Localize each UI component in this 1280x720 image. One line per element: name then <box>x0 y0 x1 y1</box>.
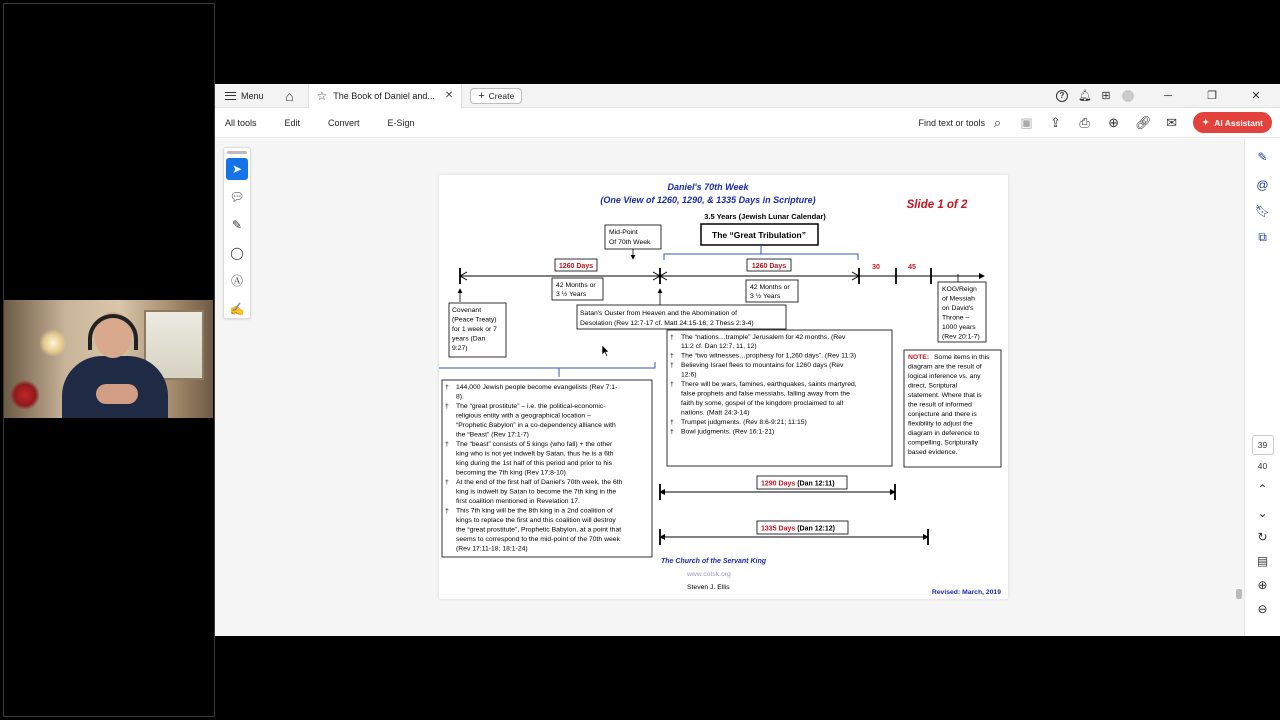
bell-icon[interactable]: 🔔︎ <box>1078 89 1092 102</box>
bookmark-icon[interactable]: 🔖︎ <box>1254 204 1271 218</box>
headset <box>88 314 138 350</box>
menu-button[interactable] <box>225 91 264 101</box>
dagger-icon: † <box>670 381 674 388</box>
document-workspace <box>215 139 1280 636</box>
menu-convert[interactable]: Convert <box>328 117 360 128</box>
left-item-3-line-2: king who is not yet indwelt by Satan, thus he is a 6th <box>456 450 614 458</box>
mouse-cursor-icon <box>602 345 610 357</box>
note-line-7: conjecture and there is <box>908 411 977 418</box>
second-half-events-box <box>667 330 892 466</box>
right-item-4-line-1: There will be wars, famines, earthquakes, saints martyred, <box>681 381 857 388</box>
left-item-5-line-3: the “great prostitute”, Prophetic Babylon, at a point that <box>456 526 622 534</box>
pages-icon[interactable]: ⧉ <box>1258 230 1267 244</box>
dagger-icon: † <box>670 334 674 341</box>
midpoint-line-1: Mid-Point <box>609 229 638 236</box>
dagger-icon: † <box>445 441 449 448</box>
document-tab-title: The Book of Daniel and... <box>333 90 435 101</box>
left-item-4-line-2: king is indwelt by Satan to become the 7th king in the <box>456 488 617 496</box>
menu-label: Menu <box>241 90 264 101</box>
title-bar-right <box>1056 89 1266 102</box>
right-item-3-line-2: 12:6) <box>681 371 697 379</box>
pdf-page <box>439 175 1008 599</box>
ai-assistant-button[interactable] <box>1193 112 1272 133</box>
comment-icon[interactable]: 💬︎ <box>229 190 245 204</box>
satan-line-2: Desolation (Rev 12:7-17 cf. Matt 24:15-16; 2 Thess 2:3-4) <box>580 320 754 327</box>
zoom-out-icon[interactable]: ⊖ <box>1257 602 1268 616</box>
pdf-viewer-window <box>215 84 1280 636</box>
right-item-3-line-1: Believing Israel flees to mountains for 1260 days (Rev <box>681 362 844 369</box>
right-tool-rail <box>1244 139 1280 636</box>
kog-line-1: KOG/Reign <box>942 286 977 293</box>
covenant-line-2: (Peace Treaty) <box>452 316 497 324</box>
create-button[interactable] <box>470 88 522 104</box>
years-label: 3.5 Years (Jewish Lunar Calendar) <box>704 212 826 221</box>
first-half-bracket <box>439 362 655 368</box>
note-label: NOTE: <box>908 354 930 361</box>
midpoint-line-2: Of 70th Week <box>609 239 651 246</box>
dagger-icon: † <box>670 428 674 436</box>
left-item-4-line-1: At the end of the first half of Daniel's 70th week, the 6th <box>456 479 623 486</box>
left-item-2-line-1: The “great prostitute” – i.e. the political-economic- <box>456 403 606 410</box>
menu-esign[interactable]: E-Sign <box>387 117 415 128</box>
right-item-1-line-1: The “nations…trample” Jerusalem for 42 months. (Rev <box>681 334 846 341</box>
months-right-line-2: 3 ½ Years <box>750 293 781 300</box>
satan-line-1: Satan's Ouster from Heaven and the Abomination of <box>580 310 737 317</box>
attach-icon[interactable]: @ <box>1256 178 1269 192</box>
note-line-2: diagram are the result of <box>908 363 982 371</box>
website-link[interactable]: www.cotsk.org <box>687 571 731 578</box>
title-bar <box>215 84 1280 108</box>
presenter-hands <box>96 384 138 404</box>
dagger-icon: † <box>445 403 449 410</box>
note-line-1: Some items in this <box>934 354 990 361</box>
left-item-3-line-3: king during the 1st half of this period and prior to his <box>456 460 613 467</box>
home-icon[interactable]: ⌂ <box>285 87 294 104</box>
dagger-icon: † <box>445 384 449 391</box>
note-line-5: statement. Where that is <box>908 392 982 399</box>
span-1290-label <box>761 481 835 488</box>
left-item-1-line-2: 8). <box>456 393 464 401</box>
revised-date: Revised: March, 2019 <box>931 589 1001 596</box>
page-fit-icon[interactable]: ▤ <box>1256 554 1269 568</box>
vertical-scrollbar[interactable] <box>1236 145 1242 630</box>
kog-line-4: Throne – <box>942 314 970 322</box>
days-left-label: 1260 Days <box>558 263 594 270</box>
hamburger-icon <box>225 92 236 100</box>
left-item-2-line-4: the “Beast” (Rev 17:1-7) <box>456 431 529 439</box>
right-item-5-line-1: Trumpet judgments. (Rev 8:6-9:21; 11:15) <box>681 419 807 426</box>
close-tab-icon[interactable]: ✕ <box>444 90 454 101</box>
note-line-4: direct, Scriptural <box>908 382 958 390</box>
find-label: Find text or tools <box>918 117 986 128</box>
note-line-11: based evidence. <box>908 449 958 456</box>
months-left-line-2: 3 ½ Years <box>556 291 587 298</box>
chevron-down-icon[interactable]: ⌄ <box>1257 506 1268 520</box>
months-right-line-1: 42 Months or <box>750 284 790 291</box>
sign-icon[interactable]: ✍ <box>229 302 245 316</box>
ai-label: AI Assistant <box>1214 117 1263 128</box>
flowers <box>10 380 40 410</box>
span-1335-label <box>761 526 835 533</box>
days-right-label: 1260 Days <box>751 263 787 270</box>
kog-line-5: 1000 years <box>942 324 976 331</box>
minimize-icon[interactable]: ─ <box>1164 89 1172 102</box>
kog-line-6: (Rev 20:1-7) <box>942 333 980 341</box>
pen-icon[interactable]: ✎ <box>231 218 243 232</box>
days-1335-text: 1335 Days <box>761 525 796 533</box>
slide-subtitle: (One View of 1260, 1290, & 1335 Days in Scripture) <box>600 195 816 205</box>
note-line-6: the result of informed <box>908 401 972 409</box>
document-tab[interactable] <box>308 84 463 108</box>
note-line-9: diagram in deference to <box>908 430 980 437</box>
share-icon[interactable]: ⊕ <box>1108 115 1120 130</box>
plus-icon: + <box>478 89 485 102</box>
church-name: The Church of the Servant King <box>661 558 767 565</box>
dagger-icon: † <box>445 507 449 515</box>
save-icon[interactable]: ▣ <box>1020 115 1033 130</box>
days-1290-text: 1290 Days <box>761 480 796 488</box>
dagger-icon: † <box>670 419 674 426</box>
lasso-icon[interactable]: ◯ <box>230 246 244 260</box>
restore-icon[interactable]: ❐ <box>1207 90 1217 102</box>
toolbar-menus <box>225 118 421 128</box>
right-item-2-line-1: The “two witnesses…prophesy for 1,260 days”. (Rev 11:3) <box>681 352 857 360</box>
author-name: Steven J. Ellis <box>687 584 730 591</box>
menu-all-tools[interactable]: All tools <box>225 117 257 128</box>
search-icon: ⌕ <box>993 115 1002 130</box>
current-page-input[interactable]: 39 <box>1252 435 1274 455</box>
total-pages: 40 <box>1257 461 1268 471</box>
note-line-3: logical inference vs. any <box>908 373 981 380</box>
create-label: Create <box>488 90 515 101</box>
comment-panel-icon[interactable]: ✎ <box>1257 150 1268 164</box>
right-item-4-line-4: nations. (Matt 24:3-14) <box>681 409 750 417</box>
kog-line-2: of Messiah <box>942 295 975 303</box>
upload-icon[interactable]: ⇪ <box>1050 115 1062 130</box>
great-tribulation-label: The “Great Tribulation” <box>712 230 806 240</box>
forty-five-days-label: 45 <box>908 264 916 271</box>
ref-1335-text: (Dan 12:12) <box>795 525 835 533</box>
left-item-2-line-3: “Prophetic Babylon” in a co-dependency alliance with <box>456 422 616 429</box>
dagger-icon: † <box>670 362 674 369</box>
covenant-line-1: Covenant <box>452 307 482 314</box>
left-item-5-line-1: This 7th king will be the 8th king in a 2nd coalition of <box>456 507 613 515</box>
right-item-6-line-1: Bowl judgments. (Rev 16:1-21) <box>681 428 775 436</box>
left-item-4-line-3: first coalition mentioned in Revelation 17. <box>456 498 580 505</box>
dagger-icon: † <box>445 479 449 486</box>
zoom-in-icon[interactable]: ⊕ <box>1257 578 1268 592</box>
note-line-8: flexibility to adjust the <box>908 420 973 428</box>
close-window-icon[interactable]: ✕ <box>1251 90 1261 102</box>
left-item-5-line-4: seems to correspond to the mid-point of the 70th week <box>456 536 620 543</box>
webcam-feed <box>4 300 213 418</box>
right-item-4-line-2: false prophets and false messiahs, falling away from the <box>681 390 850 398</box>
slide-diagram <box>439 175 1008 599</box>
quick-tools-palette <box>223 147 251 319</box>
lamp <box>40 328 66 358</box>
slide-title: Daniel's 70th Week <box>667 182 749 192</box>
sparkle-icon: ✦ <box>1202 117 1210 127</box>
ref-1290-text: (Dan 12:11) <box>795 480 835 488</box>
left-item-1-line-1: 144,000 Jewish people become evangelists (Rev 7:1- <box>456 384 618 391</box>
find-text-button[interactable] <box>919 115 1006 130</box>
text-select-icon[interactable]: Ⓐ <box>230 274 243 288</box>
mail-icon[interactable]: ✉ <box>1166 115 1178 130</box>
left-item-5-line-5: (Rev 17:11-18; 18:1-24) <box>456 545 528 553</box>
slide-number-label: Slide 1 of 2 <box>906 199 968 211</box>
left-item-3-line-4: becoming the 7th king (Rev 17:8-10) <box>456 469 566 477</box>
palette-drag-handle[interactable] <box>227 151 247 154</box>
months-left-line-1: 42 Months or <box>556 282 596 289</box>
covenant-line-3: for 1 week or 7 <box>452 326 497 333</box>
help-icon[interactable]: ? <box>1056 90 1068 102</box>
covenant-line-4: years (Dan <box>452 335 486 343</box>
apps-grid-icon[interactable]: ⊞ <box>1101 89 1111 102</box>
right-item-1-line-2: 11:2 cf. Dan 12:7, 11, 12) <box>681 343 757 350</box>
thirty-days-label: 30 <box>872 264 880 271</box>
left-item-2-line-2: religious entity with a geographical location – <box>456 412 591 420</box>
select-arrow-icon[interactable]: ➤ <box>226 158 248 180</box>
covenant-line-5: 9:27) <box>452 345 468 352</box>
menu-edit[interactable]: Edit <box>284 117 301 128</box>
link-icon[interactable]: 🔗︎ <box>1135 115 1152 130</box>
refresh-icon[interactable]: ↻ <box>1257 530 1268 544</box>
print-icon[interactable]: ⎙ <box>1079 115 1090 130</box>
scroll-thumb[interactable] <box>1236 589 1242 599</box>
left-item-3-line-1: The “beast” consists of 5 kings (who fall) + the other <box>456 441 613 448</box>
toolbar <box>215 108 1280 138</box>
dagger-icon: † <box>670 352 674 360</box>
note-line-10: compelling, Scripturally <box>908 439 978 447</box>
star-icon[interactable]: ☆ <box>316 88 328 103</box>
toolbar-actions <box>919 112 1272 133</box>
avatar[interactable] <box>1122 90 1134 102</box>
kog-line-3: on David's <box>942 305 974 312</box>
right-item-4-line-3: faith by some, gospel of the kingdom proclaimed to all <box>681 400 844 407</box>
chevron-up-icon[interactable]: ⌃ <box>1257 482 1268 496</box>
left-item-5-line-2: kings to replace the first and this coalition will destroy <box>456 517 616 524</box>
